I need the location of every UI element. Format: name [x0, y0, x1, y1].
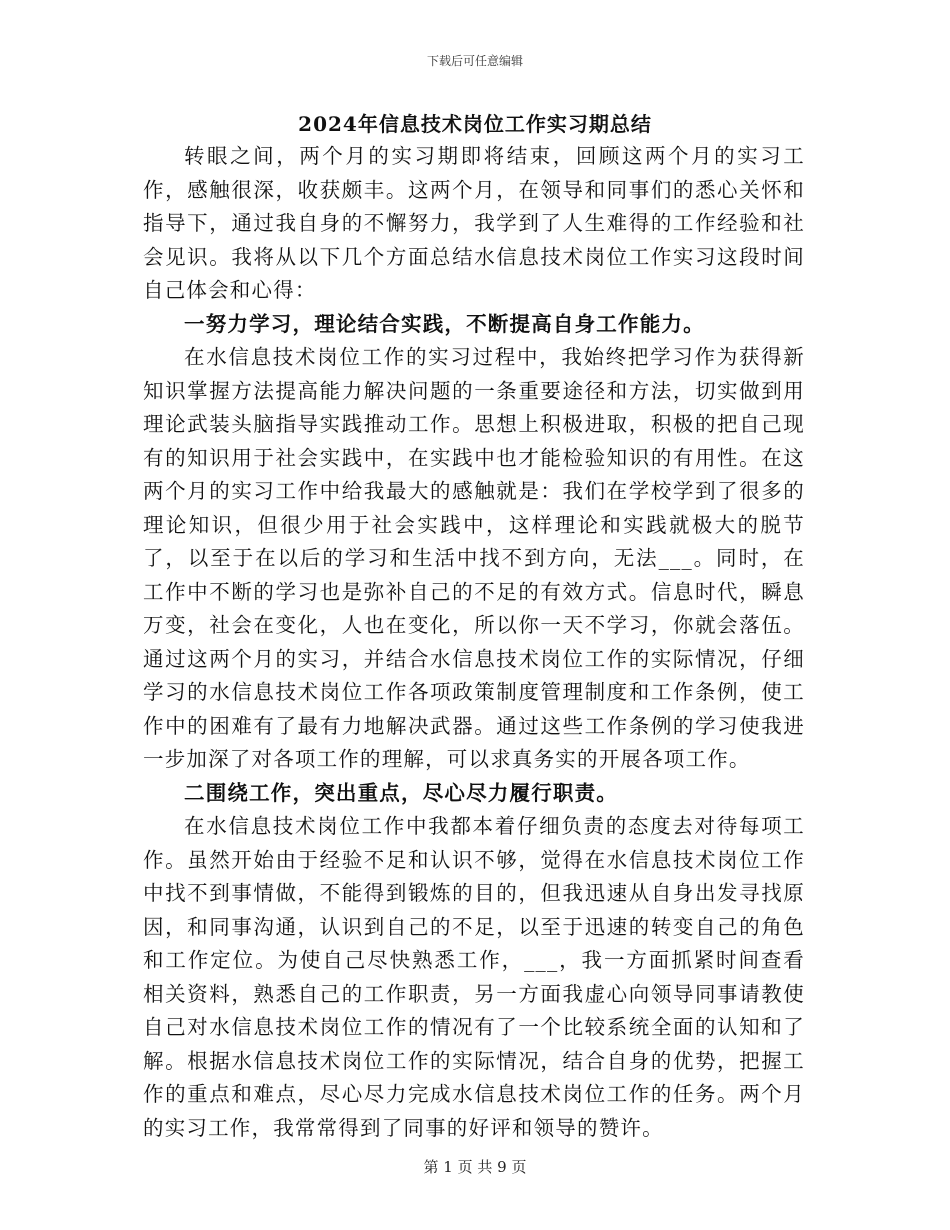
intro-paragraph: 转眼之间，两个月的实习期即将结束，回顾这两个月的实习工作，感触很深，收获颇丰。这两个月，在领导和同事们的悉心关怀和指导下，通过我自身的不懈努力，我学到了人生难得的工作经验和社会见识。我将从以下几个方面总结水信息技术岗位工作实习这段时间自己体会和心得：	[143, 144, 805, 302]
document-title: 2024年信息技术岗位工作实习期总结	[298, 112, 652, 136]
header-note: 下载后可任意编辑	[426, 54, 523, 68]
document-body	[143, 140, 805, 1145]
page-number: 第 1 页 共 9 页	[423, 1158, 527, 1176]
section-heading-1: 一努力学习，理论结合实践，不断提高自身工作能力。	[184, 311, 705, 336]
section-1-paragraph: 在水信息技术岗位工作的实习过程中，我始终把学习作为获得新知识掌握方法提高能力解决问题的一条重要途径和方法，切实做到用理论武装头脑指导实践推动工作。思想上积极进取，积极的把自己现有的知识用于社会实践中，在实践中也才能检验知识的有用性。在这两个月的实习工作中给我最大的感触就是：我们在学校学到了很多的理论知识，但很少用于社会实践中，这样理论和实践就极大的脱节了，以至于在以后的学习和生活中找不到方向，无法___。同时，在工作中不断的学习也是弥补自己的不足的有效方式。信息时代，瞬息万变，社会在变化，人也在变化，所以你一天不学习，你就会落伍。通过这两个月的实习，并结合水信息技术岗位工作的实际情况，仔细学习的水信息技术岗位工作各项政策制度管理制度和工作条例，使工作中的困难有了最有力地解决武器。通过这些工作条例的学习使我进一步加深了对各项工作的理解，可以求真务实的开展各项工作。	[143, 345, 805, 771]
section-heading-2: 二围绕工作，突出重点，尽心尽力履行职责。	[184, 780, 618, 805]
section-2-paragraph: 在水信息技术岗位工作中我都本着仔细负责的态度去对待每项工作。虽然开始由于经验不足和认识不够，觉得在水信息技术岗位工作中找不到事情做，不能得到锻炼的目的，但我迅速从自身出发寻找原因，和同事沟通，认识到自己的不足，以至于迅速的转变自己的角色和工作定位。为使自己尽快熟悉工作，___，我一方面抓紧时间查看相关资料，熟悉自己的工作职责，另一方面我虚心向领导同事请教使自己对水信息技术岗位工作的情况有了一个比较系统全面的认知和了解。根据水信息技术岗位工作的实际情况，结合自身的优势，把握工作的重点和难点，尽心尽力完成水信息技术岗位工作的任务。两个月的实习工作，我常常得到了同事的好评和领导的赞许。	[143, 814, 805, 1140]
